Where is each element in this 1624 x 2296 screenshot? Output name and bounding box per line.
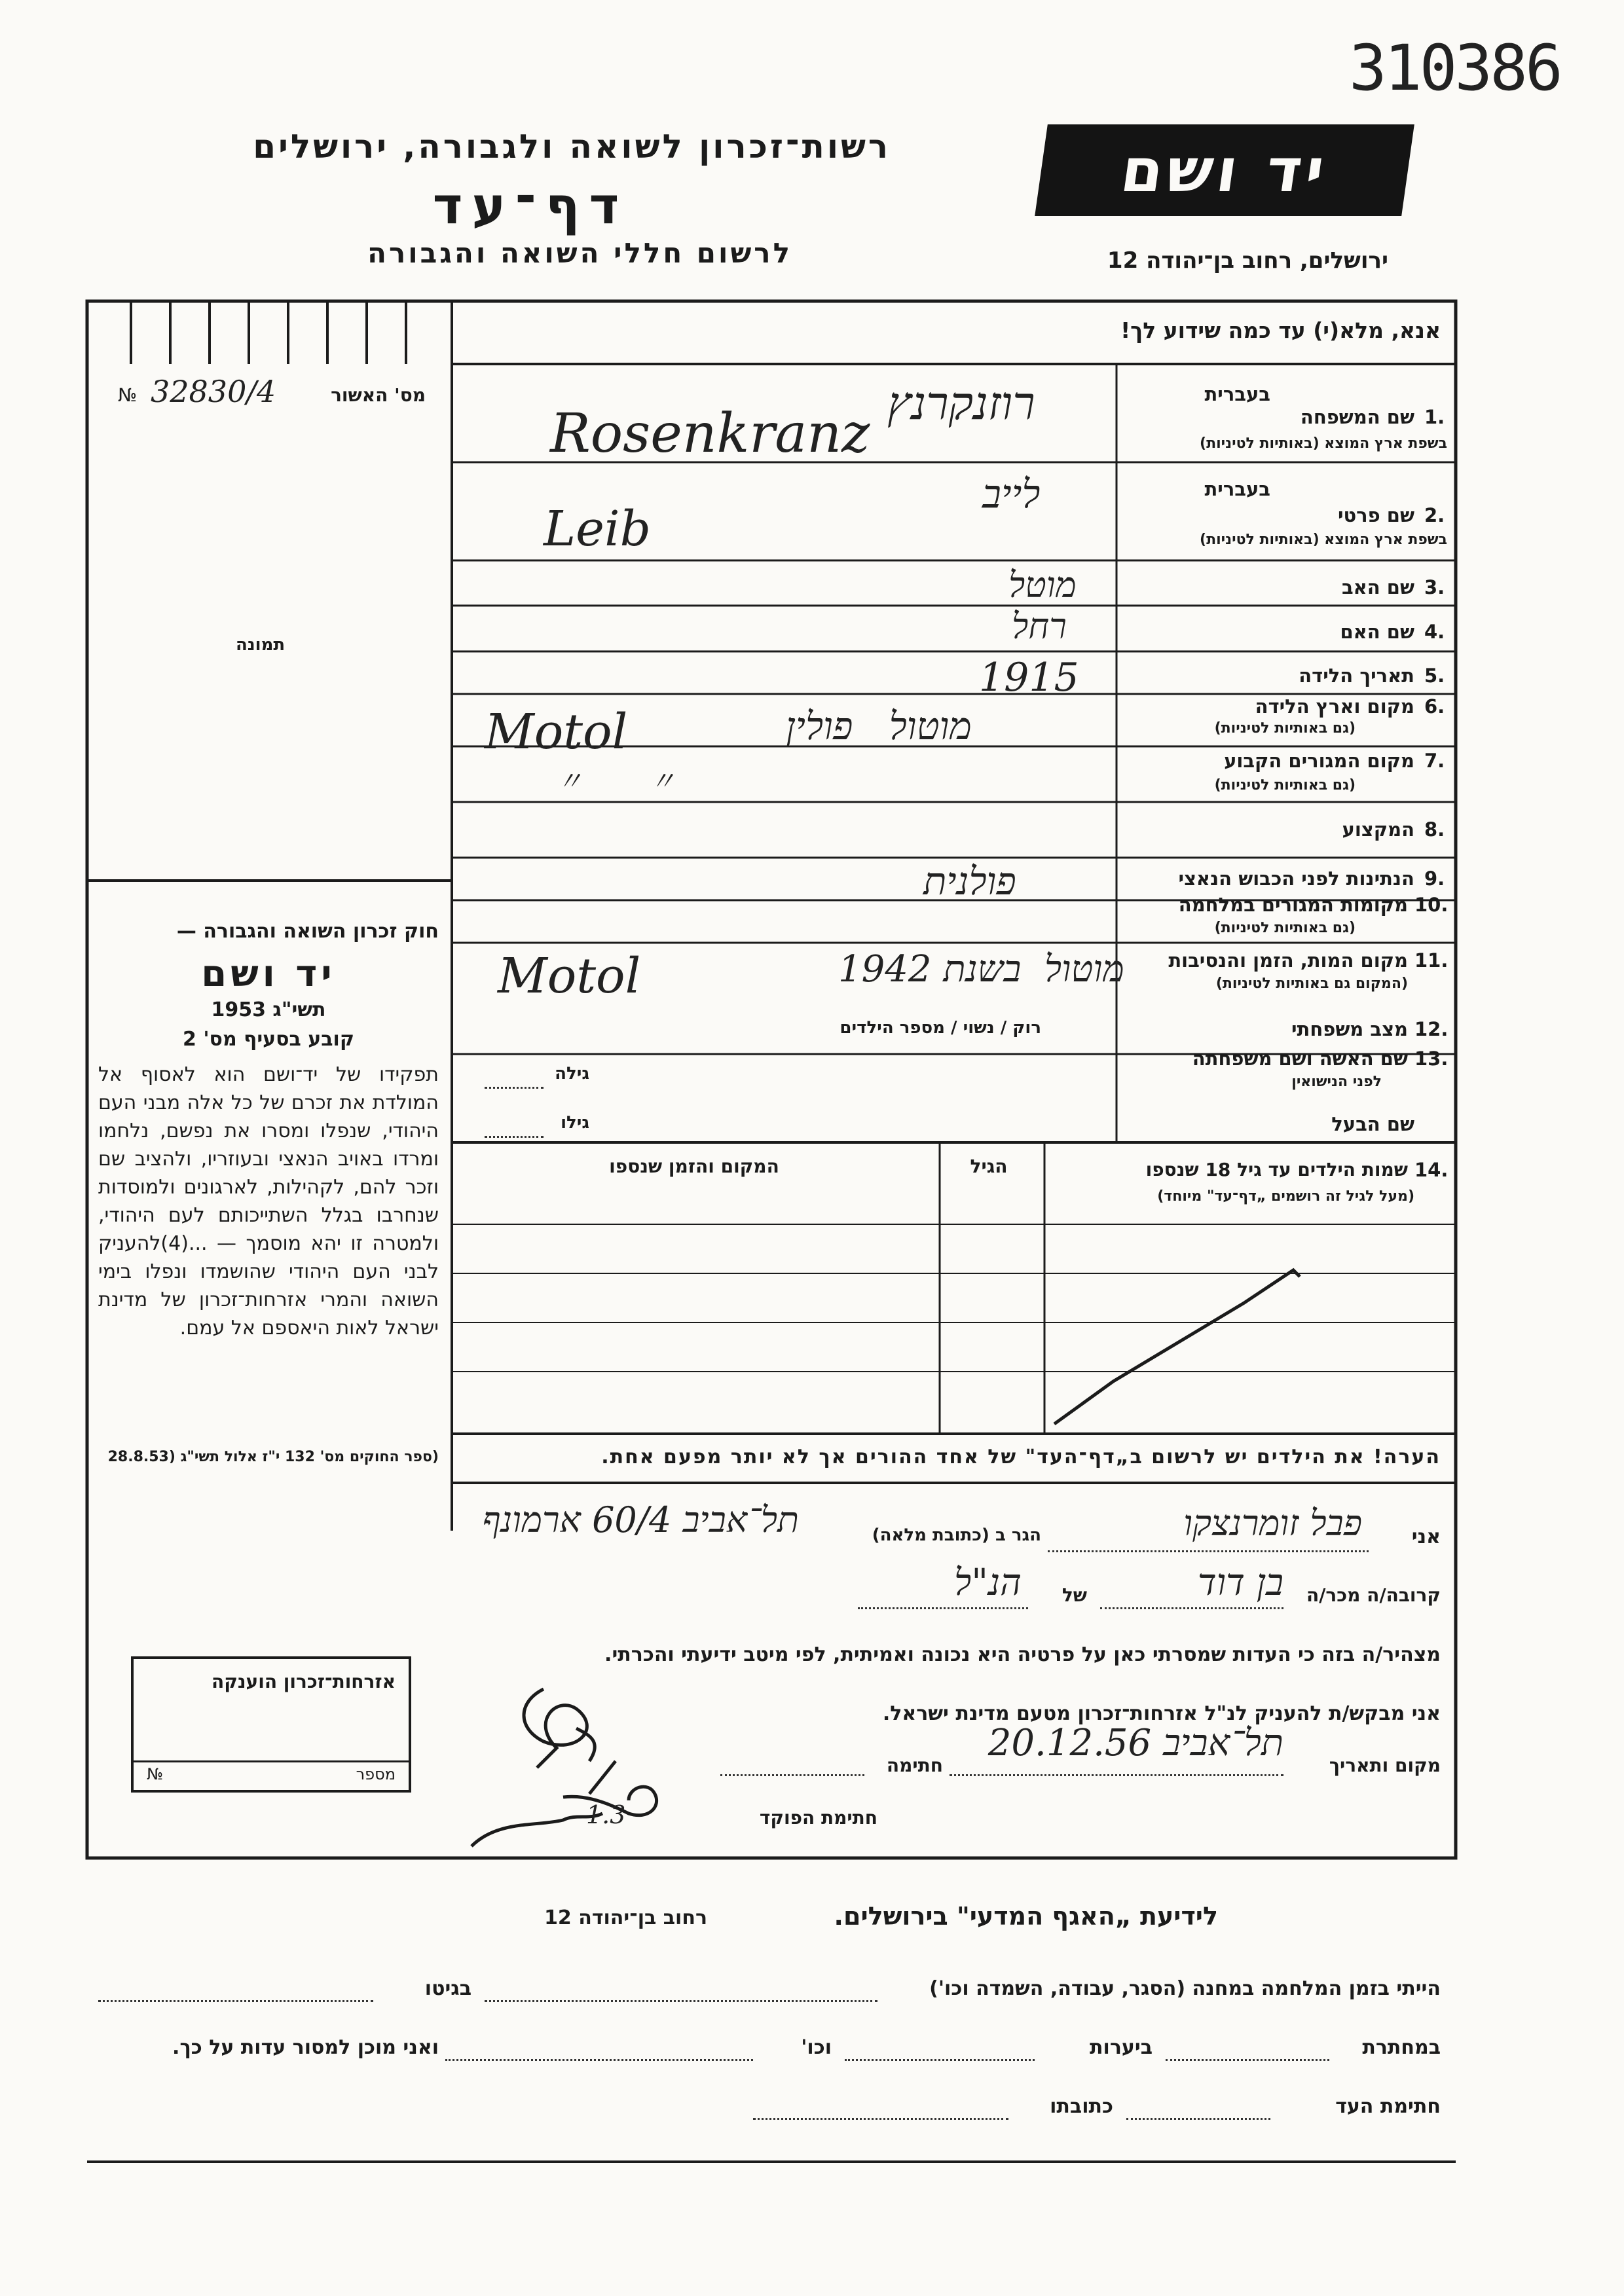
field-6-num: 6. bbox=[1424, 695, 1445, 718]
field-3-label: שם האב bbox=[1341, 576, 1414, 598]
registration-label: מס' האשור bbox=[331, 384, 426, 406]
logo-text: יד ושם bbox=[1116, 135, 1333, 206]
field-7-label: מקום המגורים הקבוע bbox=[1224, 750, 1414, 772]
signature-label: חתימה bbox=[886, 1755, 943, 1776]
children-sub: (מעל לגיל זה רושמים „דף־עד" מיוחד) bbox=[1157, 1188, 1414, 1205]
field-13-label: שם האשה ושם משפחתה bbox=[1192, 1048, 1408, 1070]
surname-hebrew: רוזנקרנץ bbox=[887, 376, 1035, 430]
field-12-options: רוק / נשוי / מספר הילדים bbox=[840, 1018, 1041, 1038]
footer-forests-label: ביערות bbox=[1090, 2036, 1153, 2059]
request-text: אני מבקש/ת להעניק לנ"ל אזרחות־זכרון מטעם מדינת ישראל. bbox=[882, 1702, 1441, 1725]
footer-witness-label: חתימת העד bbox=[1335, 2095, 1441, 2118]
citizenship-number-label: מספר bbox=[356, 1765, 396, 1783]
footer-line1-start: הייתי בזמן המלחמה במחנה (הסגר, עבודה, השמדה וכו') bbox=[929, 1977, 1441, 2000]
field-4-num: 4. bbox=[1424, 621, 1445, 643]
children-note: הערה! את הילדים יש לרשום ב„דף־העד" של אחד ההורים אך לא יותר מפעם אחת. bbox=[601, 1446, 1441, 1468]
officer-signature bbox=[471, 1761, 657, 1846]
mother-name: רחל bbox=[1012, 606, 1067, 647]
field-8-label: המקצוע bbox=[1342, 818, 1414, 841]
law-reference: (ספר החוקים מס' 132 י"ז אלול תשי"ג (28.8.53 bbox=[107, 1449, 439, 1465]
field-2-lang: בעברית bbox=[1204, 478, 1270, 500]
field-2-sub: בשפת ארץ המוצא (באותיות לטיניות) bbox=[1200, 532, 1447, 548]
declarant-address: תל־אביב 60/4 ארמונף bbox=[482, 1499, 799, 1540]
field-8-num: 8. bbox=[1424, 818, 1445, 841]
surname-latin: Rosenkranz bbox=[550, 403, 870, 465]
husband-name-label: שם הבעל bbox=[1331, 1113, 1414, 1135]
father-name: מוטל bbox=[1008, 564, 1077, 606]
law-clause: קובע בסעיף מס' 2 bbox=[183, 1028, 354, 1051]
field-6-sub: (גם באותיות לטיניות) bbox=[1214, 720, 1356, 737]
field-10-label: מקומות המגורים במלחמה bbox=[1178, 894, 1408, 916]
field-1-lang: בעברית bbox=[1204, 383, 1270, 405]
field-1-label: שם המשפחה bbox=[1300, 406, 1414, 428]
field-11-num: 11. bbox=[1414, 949, 1449, 972]
children-num: 14. bbox=[1414, 1159, 1449, 1181]
field-1-num: 1. bbox=[1424, 406, 1445, 428]
declarant-name: פבל זומרנצקו bbox=[1183, 1503, 1362, 1544]
death-place-hebrew: מוטול בשנת 1942 bbox=[838, 948, 1124, 991]
death-place-latin: Motol bbox=[498, 948, 641, 1004]
field-7-num: 7. bbox=[1424, 750, 1445, 772]
birth-date: 1915 bbox=[979, 655, 1079, 701]
field-9-num: 9. bbox=[1424, 867, 1445, 890]
field-1-sub: בשפת ארץ המוצא (באותיות לטיניות) bbox=[1200, 435, 1447, 452]
wife-age-label: גילה bbox=[555, 1064, 589, 1084]
officer-mark: 1.3 bbox=[586, 1800, 626, 1829]
relation-value: בן דוד bbox=[1197, 1561, 1283, 1604]
field-13-num: 13. bbox=[1414, 1048, 1449, 1070]
place-date-value: תל־אביב 20.12.56 bbox=[987, 1722, 1283, 1764]
footer-etc-label: וכו' bbox=[801, 2036, 832, 2059]
footer-etc-field[interactable] bbox=[445, 2059, 753, 2061]
field-12-label: מצב משפחתי bbox=[1291, 1018, 1408, 1040]
footer-underground-field[interactable] bbox=[1166, 2059, 1329, 2061]
nationality: פולנית bbox=[923, 859, 1016, 903]
field-10-sub: (גם באותיות לטיניות) bbox=[1214, 920, 1356, 936]
form-intro: אנא, מלא(י) עד כמה שידוע לך! bbox=[1120, 318, 1441, 343]
field-11-label: מקום המות, הזמן והנסיבות bbox=[1168, 949, 1408, 972]
footer-title: לידיעת „האגף המדעי" בירושלים. bbox=[834, 1902, 1218, 1931]
field-10-num: 10. bbox=[1414, 894, 1449, 916]
field-2-num: 2. bbox=[1424, 504, 1445, 526]
photo-label: תמונה bbox=[236, 635, 286, 655]
relative-label: קרובה/ה מכר/ה bbox=[1306, 1584, 1441, 1606]
field-6-label: מקום וארץ הלידה bbox=[1255, 695, 1414, 718]
law-name: יד ושם bbox=[201, 953, 336, 995]
declarant-address-label: הגר ב (כתובת מלאה) bbox=[872, 1525, 1041, 1545]
declaration-text: מצהיר/ה בזה כי העדות שמסרתי כאן על פרטיה היא נכונה ואמיתית, לפי מיטב ידיעתי והכרתי. bbox=[604, 1643, 1441, 1666]
footer-address: רחוב בן־יהודה 12 bbox=[544, 1906, 707, 1929]
place-date-label: מקום ותאריך bbox=[1329, 1755, 1441, 1776]
children-label: שמות הילדים עד גיל 18 שנספו bbox=[1145, 1159, 1408, 1180]
field-4-label: שם האם bbox=[1340, 621, 1414, 643]
children-col-place: המקום והזמן שנספו bbox=[609, 1156, 779, 1177]
field-5-num: 5. bbox=[1424, 665, 1445, 687]
birthplace-latin: Motol bbox=[485, 704, 628, 760]
citizenship-number-prefix: № bbox=[147, 1765, 163, 1783]
children-col-age: הגיל bbox=[970, 1156, 1008, 1177]
header-address: ירושלים, רחוב בן־יהודה 12 bbox=[1107, 247, 1388, 274]
footer-ghetto-field[interactable] bbox=[98, 2000, 373, 2002]
field-12-num: 12. bbox=[1414, 1018, 1449, 1040]
husband-age-label: גילו bbox=[561, 1113, 589, 1133]
declarant-i-label: אני bbox=[1411, 1525, 1441, 1548]
archive-number: 310386 bbox=[1349, 31, 1560, 105]
permanent-residence: 〃 〃 bbox=[557, 767, 676, 797]
footer-address-label: כתובתו bbox=[1050, 2095, 1113, 2118]
field-7-sub: (גם באותיות לטיניות) bbox=[1214, 777, 1356, 793]
footer-line1-end: בגיטו bbox=[424, 1977, 471, 2000]
of-label: של bbox=[1061, 1584, 1087, 1606]
footer-underground-label: במחתרת bbox=[1362, 2036, 1441, 2059]
of-value: הנ"ל bbox=[954, 1561, 1022, 1604]
field-9-label: הנתינות לפני הכבוש הנאצי bbox=[1178, 867, 1414, 890]
footer-line2-end: ואני מוכן למסור עדות על כך. bbox=[172, 2036, 439, 2059]
firstname-hebrew: לייב bbox=[982, 471, 1041, 517]
footer-forests-field[interactable] bbox=[845, 2059, 1035, 2061]
authority-name: רשות־זכרון לשואה ולגבורה, ירושלים bbox=[253, 128, 891, 166]
citizenship-title: אזרחות־זכרון הוענקה bbox=[212, 1671, 396, 1692]
registration-value: 32830/4 bbox=[151, 374, 276, 409]
registration-prefix: № bbox=[118, 384, 138, 406]
declarant-signature bbox=[524, 1689, 595, 1768]
bottom-border bbox=[87, 2160, 1456, 2163]
footer-address-field[interactable] bbox=[753, 2118, 1008, 2120]
form-title: דף־עד bbox=[432, 177, 629, 236]
law-title: חוק זכרון השואה והגבורה — bbox=[176, 920, 439, 943]
officer-label: חתימת הפוקד bbox=[759, 1807, 877, 1829]
form-subtitle: לרשום חללי השואה והגבורה bbox=[367, 237, 792, 269]
law-year: תשי"ג 1953 bbox=[211, 998, 326, 1021]
law-body: תפקידו של יד־ושם הוא לאסוף אל המולדת את זכרם של כל אלה מבני העם היהודי, שנפלו ומסרו את נפשם, נלחמו ומרדו באויב הנאצי ובעוזריו, ולהציב שם וזכר להם, לקהילות, לארגונים ולמוסדות שנחרבו בגלל השתייכותם לעם היהודי, ולמטרה זו יהא מוסמך — ...(4)להעניק לבני העם היהודי שהושמדו ונפלו בימי השואה והמרי אזרחות־זכרון של מדינת ישראל לאות היאספם אל עמם. bbox=[98, 1063, 439, 1339]
footer-witness-field[interactable] bbox=[1126, 2118, 1270, 2120]
field-2-label: שם פרטי bbox=[1337, 504, 1414, 526]
field-11-sub: (המקום גם באותיות לטיניות) bbox=[1215, 975, 1408, 992]
field-13-sub: לפני הנישואין bbox=[1291, 1074, 1382, 1090]
citizenship-box bbox=[131, 1656, 411, 1793]
birthplace-hebrew: מוטול פולין bbox=[786, 704, 972, 748]
field-5-label: תאריך הלידה bbox=[1299, 665, 1414, 687]
footer-camp-field[interactable] bbox=[485, 2000, 877, 2002]
firstname-latin: Leib bbox=[544, 501, 651, 557]
field-3-num: 3. bbox=[1424, 576, 1445, 598]
